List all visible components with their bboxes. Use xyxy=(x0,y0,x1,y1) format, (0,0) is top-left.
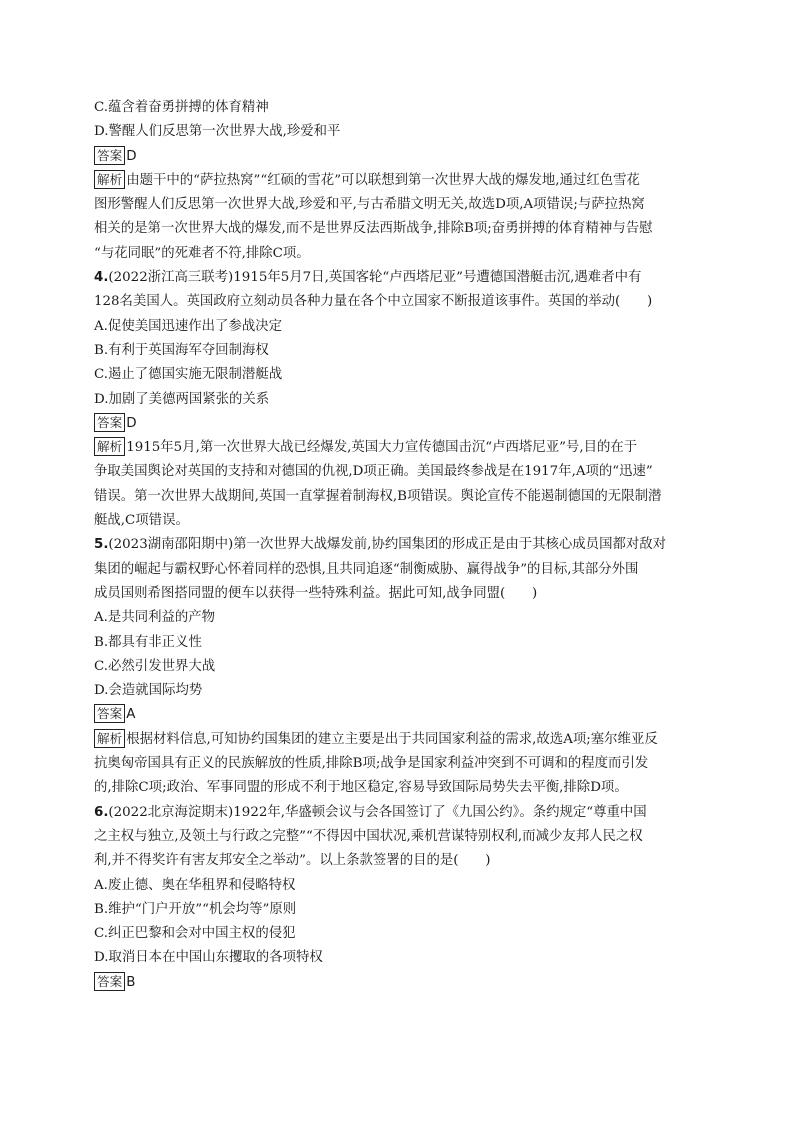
q5-answer-value: A xyxy=(126,707,136,723)
q3-option-d: D.警醒人们反思第一次世界大战,珍爱和平 xyxy=(94,124,341,140)
answer-tag: 答案 xyxy=(94,972,125,991)
q6-option-d: D.取消日本在中国山东攫取的各项特权 xyxy=(94,950,323,966)
q6-option-a: A.废止德、奥在华租界和侵略特权 xyxy=(94,877,296,893)
q6-answer xyxy=(94,971,706,995)
q5-stem-line-1: 5.(2023湖南邵阳期中)第一次世界大战爆发前,协约国集团的形成正是由于其核心成员国都对敌对 xyxy=(94,537,667,553)
q4-option-d: D.加剧了美德两国紧张的关系 xyxy=(94,391,270,407)
q4-stem-line-2: 128名美国人。英国政府立刻动员各种力量在各个中立国家不断报道该事件。英国的举动( ) xyxy=(94,294,653,310)
answer-tag: 答案 xyxy=(94,146,125,165)
q4-analysis-line-2: 争取美国舆论对英国的支持和对德国的仇视,D项正确。美国最终参战是在1917年,A项的“迅速” xyxy=(94,464,653,480)
q5-number: 5. xyxy=(94,537,109,553)
analysis-tag: 解析 xyxy=(94,170,125,189)
q6-option-b: B.维护“门户开放”“机会均等”原则 xyxy=(94,901,297,917)
q4-answer-value: D xyxy=(126,415,137,431)
q5-stem-line-3: 成员国则希图搭同盟的便车以获得一些特殊利益。据此可知,战争同盟( ) xyxy=(94,585,538,601)
q4-analysis-line-4: 艇战,C项错误。 xyxy=(94,513,189,529)
q6-stem-line-1: 6.(2022北京海淀期末)1922年,华盛顿会议与会各国签订了《九国公约》。条约规定“尊重中国 xyxy=(94,804,647,820)
q3-analysis-line-3: 相关的是第一次世界大战的爆发,而不是世界反法西斯战争,排除B项;奋勇拼搏的体育精神与告慰 xyxy=(94,221,653,237)
q5-option-a: A.是共同利益的产物 xyxy=(94,610,216,626)
answer-tag: 答案 xyxy=(94,704,125,723)
q3-analysis-line-2: 图形警醒人们反思第一次世界大战,珍爱和平,与古希腊文明无关,故选D项,A项错误;与萨拉热窝 xyxy=(94,197,645,213)
q6-option-c: C.纠正巴黎和会对中国主权的侵犯 xyxy=(94,926,296,942)
q3-option-c: C.蕴含着奋勇拼搏的体育精神 xyxy=(94,100,269,115)
q5-option-b: B.都具有非正义性 xyxy=(94,634,202,650)
q3-answer xyxy=(94,145,706,169)
q4-option-b: B.有利于英国海军夺回制海权 xyxy=(94,342,269,358)
q6-stem-line-2: 之主权与独立,及领土与行政之完整”“不得因中国状况,乘机营谋特别权利,而减少友邦人民之权 xyxy=(94,828,643,844)
q4-option-c: C.遏止了德国实施无限制潜艇战 xyxy=(94,367,283,383)
q6-number: 6. xyxy=(94,804,109,820)
q4-analysis-line-3: 错误。第一次世界大战期间,英国一直掌握着制海权,B项错误。舆论宣传不能遏制德国的无限制潜 xyxy=(94,488,662,504)
q4-number: 4. xyxy=(94,270,109,286)
analysis-tag: 解析 xyxy=(94,437,125,456)
content xyxy=(94,96,706,995)
q6-stem-line-3: 利,并不得奖许有害友邦安全之举动”。以上条款签署的目的是( ) xyxy=(94,853,491,869)
analysis-tag: 解析 xyxy=(94,729,125,748)
q4-option-a: A.促使美国迅速作出了参战决定 xyxy=(94,318,283,334)
q6-answer-value: B xyxy=(126,974,136,990)
q4-answer xyxy=(94,412,706,436)
q5-stem-line-2: 集团的崛起与霸权野心怀着同样的恐惧,且共同追逐“制衡威胁、赢得战争”的目标,其部分外围 xyxy=(94,561,639,577)
q5-answer xyxy=(94,703,706,727)
q5-analysis-line-1: 解析 根据材料信息,可知协约国集团的建立主要是出于共同国家利益的需求,故选A项;塞尔维亚反 xyxy=(94,728,706,752)
q3-analysis-line-4: “与花同眠”的死难者不符,排除C项。 xyxy=(94,245,310,261)
q4-analysis-line-1: 解析 1915年5月,第一次世界大战已经爆发,英国大力宣传德国击沉“卢西塔尼亚”号,目的在于 xyxy=(94,436,706,460)
q3-answer-value: D xyxy=(126,148,137,164)
q5-option-c: C.必然引发世界大战 xyxy=(94,658,216,674)
answer-tag: 答案 xyxy=(94,413,125,432)
q5-analysis-line-3: 的,排除C项;政治、军事同盟的形成不利于地区稳定,容易导致国际局势失去平衡,排除D项。 xyxy=(94,780,628,796)
q3-analysis-line-1: 解析 由题干中的“萨拉热窝”“红硕的雪花”可以联想到第一次世界大战的爆发地,通过红色雪花 xyxy=(94,169,706,193)
q5-analysis-line-2: 抗奥匈帝国具有正义的民族解放的性质,排除B项;战争是国家利益冲突到不可调和的程度而引发 xyxy=(94,756,649,772)
q5-option-d: D.会造就国际均势 xyxy=(94,683,203,699)
q4-stem-line-1: 4.(2022浙江高三联考)1915年5月7日,英国客轮“卢西塔尼亚”号遭德国潜艇击沉,遇难者中有 xyxy=(94,270,642,286)
